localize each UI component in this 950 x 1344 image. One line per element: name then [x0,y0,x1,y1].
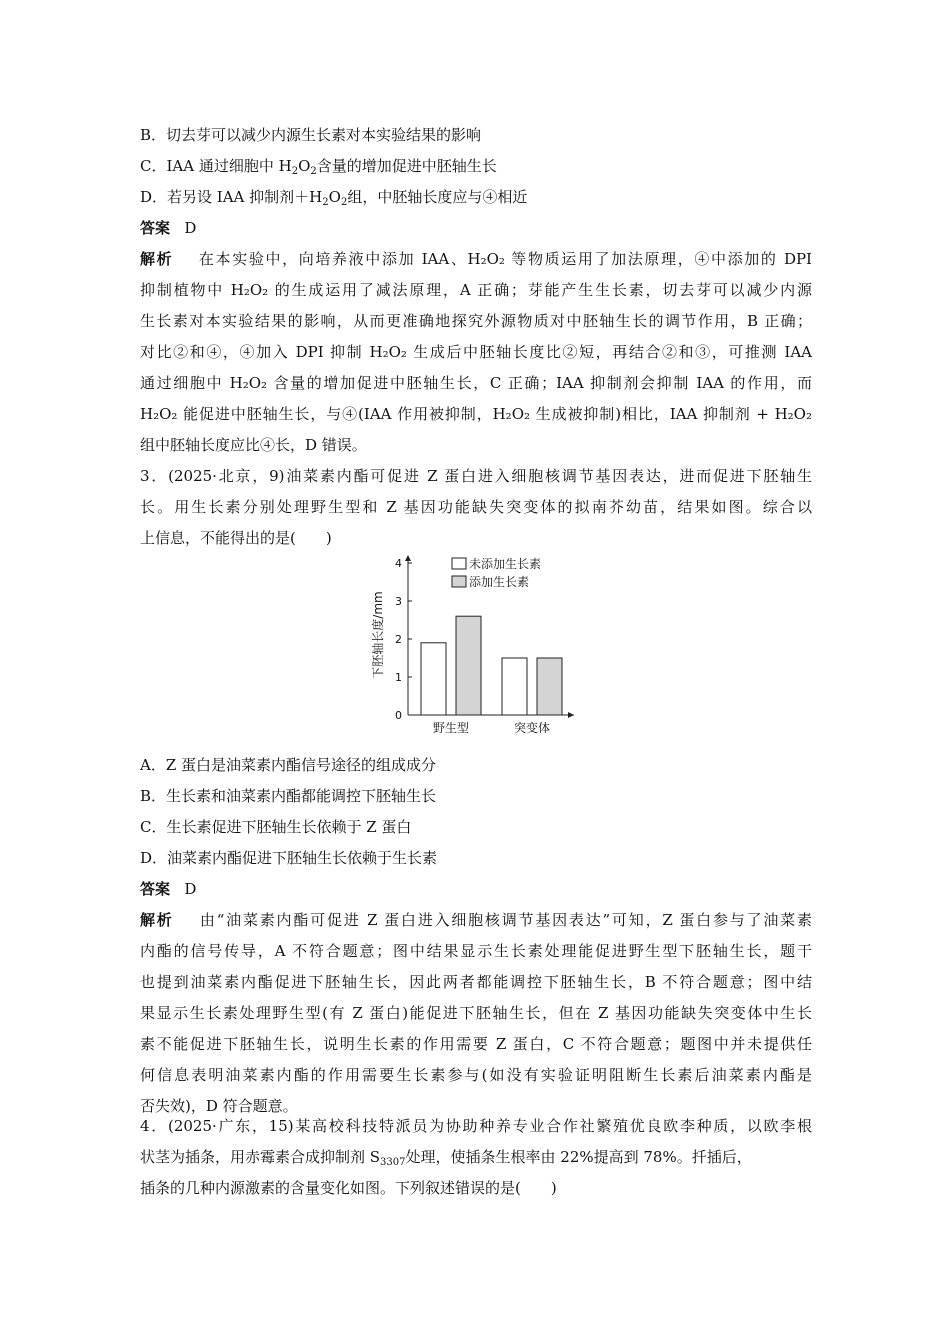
q3-stem-line: 3．(2025·北京，9)油菜素内酯可促进 Z 蛋白进入细胞核调节基因表达，进而促进下胚轴生 [140,467,812,485]
x-axis-arrow [568,712,574,718]
q3-stem-line: 上信息，不能得出的是( ) [140,529,332,547]
q2-answer: 答案 D [140,219,197,237]
q2-analysis-line: 生长素对本实验结果的影响，从而更准确地探究外源物质对中胚轴生长的调节作用，B 正确； [140,312,812,330]
y-tick-label: 1 [395,671,402,684]
y-axis-arrow [405,555,411,561]
q2-analysis-line: 组中胚轴长度应比④长，D 错误。 [140,436,367,454]
q3-option-c: C．生长素促进下胚轴生长依赖于 Z 蛋白 [140,818,412,836]
q3-option-d: D．油菜素内酯促进下胚轴生长依赖于生长素 [140,849,438,867]
y-tick-label: 0 [395,709,402,722]
legend-label: 未添加生长素 [469,557,542,571]
q2-option-b: B．切去芽可以减少内源生长素对本实验结果的影响 [140,126,482,144]
x-tick-label: 突变体 [513,721,551,735]
legend-label: 添加生长素 [469,575,530,589]
q3-analysis-line: 解析 由“油菜素内酯可促进 Z 蛋白进入细胞核调节基因表达”可知，Z 蛋白参与了油菜素 [140,911,812,929]
y-tick-label: 3 [395,595,402,608]
y-tick-label: 4 [395,557,402,570]
q3-option-a: A．Z 蛋白是油菜素内酯信号途径的组成成分 [140,756,437,774]
q3-stem-line: 长。用生长素分别处理野生型和 Z 基因功能缺失突变体的拟南芥幼苗，结果如图。综合以 [140,498,812,516]
q3-analysis-line: 素不能促进下胚轴生长，说明生长素的作用需要 Z 蛋白，C 不符合题意；题图中并未提供任 [140,1035,812,1053]
x-tick-label: 野生型 [432,721,470,735]
bar-no-auxin-mutant [502,658,527,715]
bar-auxin-wild-type [456,616,481,715]
q2-analysis-line: 通过细胞中 H₂O₂ 含量的增加促进中胚轴生长，C 正确；IAA 抑制剂会抑制 IAA 的作用，而 [140,374,812,392]
y-tick-label: 2 [395,633,402,646]
q3-analysis-line: 内酯的信号传导，A 不符合题意；图中结果显示生长素处理能促进野生型下胚轴生长，题干 [140,942,812,960]
q3-analysis-line: 否失效)，D 符合题意。 [140,1097,298,1115]
q3-answer: 答案 D [140,880,197,898]
legend-swatch [452,558,466,569]
q2-option-c: C．IAA 通过细胞中 $H_2O_2$含量的增加促进中胚轴生长 [140,157,497,177]
bar-no-auxin-wild-type [421,643,446,715]
q3-analysis-line: 也提到油菜素内酯促进下胚轴生长，因此两者都能调控下胚轴生长，B 不符合题意；图中结 [140,973,812,991]
legend-swatch [452,576,466,587]
q3-option-b: B．生长素和油菜素内酯都能调控下胚轴生长 [140,787,437,805]
bar-auxin-mutant [537,658,562,715]
y-axis-label: 下胚轴长度/mm [371,591,385,679]
q2-analysis-line: 解析 在本实验中，向培养液中添加 IAA、H₂O₂ 等物质运用了加法原理，④中添加的 DPI [140,250,812,268]
q2-analysis-line: 抑制植物中 H₂O₂ 的生成运用了减法原理，A 正确；芽能产生生长素，切去芽可以减少内源 [140,281,812,299]
hypocotyl-length-bar-chart [368,552,580,742]
q2-analysis-line: H₂O₂ 能促进中胚轴生长，与④(IAA 作用被抑制，H₂O₂ 生成被抑制)相比，IAA 抑制剂 + H₂O₂ [140,405,812,423]
q3-analysis-line: 何信息表明油菜素内酯的作用需要生长素参与(如没有实验证明阻断生长素后油菜素内酯是 [140,1066,812,1084]
q4-stem-line: 状茎为插条，用赤霉素合成抑制剂 $S_{3307}$处理，使插条生根率由 22%提高到 78%。扦插后， [140,1148,752,1168]
q2-option-d: D．若另设 IAA 抑制剂$+H_2O_2$组，中胚轴长度应与④相近 [140,188,528,208]
q4-stem-line: 插条的几种内源激素的含量变化如图。下列叙述错误的是( ) [140,1179,557,1197]
q2-analysis-line: 对比②和④，④加入 DPI 抑制 H₂O₂ 生成后中胚轴长度比②短，再结合②和③，可推测 IAA [140,343,812,361]
q4-stem-line: 4．(2025·广东，15)某高校科技特派员为协助种养专业合作社繁殖优良欧李种质，以欧李根 [140,1117,812,1135]
q3-analysis-line: 果显示生长素处理野生型(有 Z 蛋白)能促进下胚轴生长，但在 Z 基因功能缺失突变体中生长 [140,1004,812,1022]
